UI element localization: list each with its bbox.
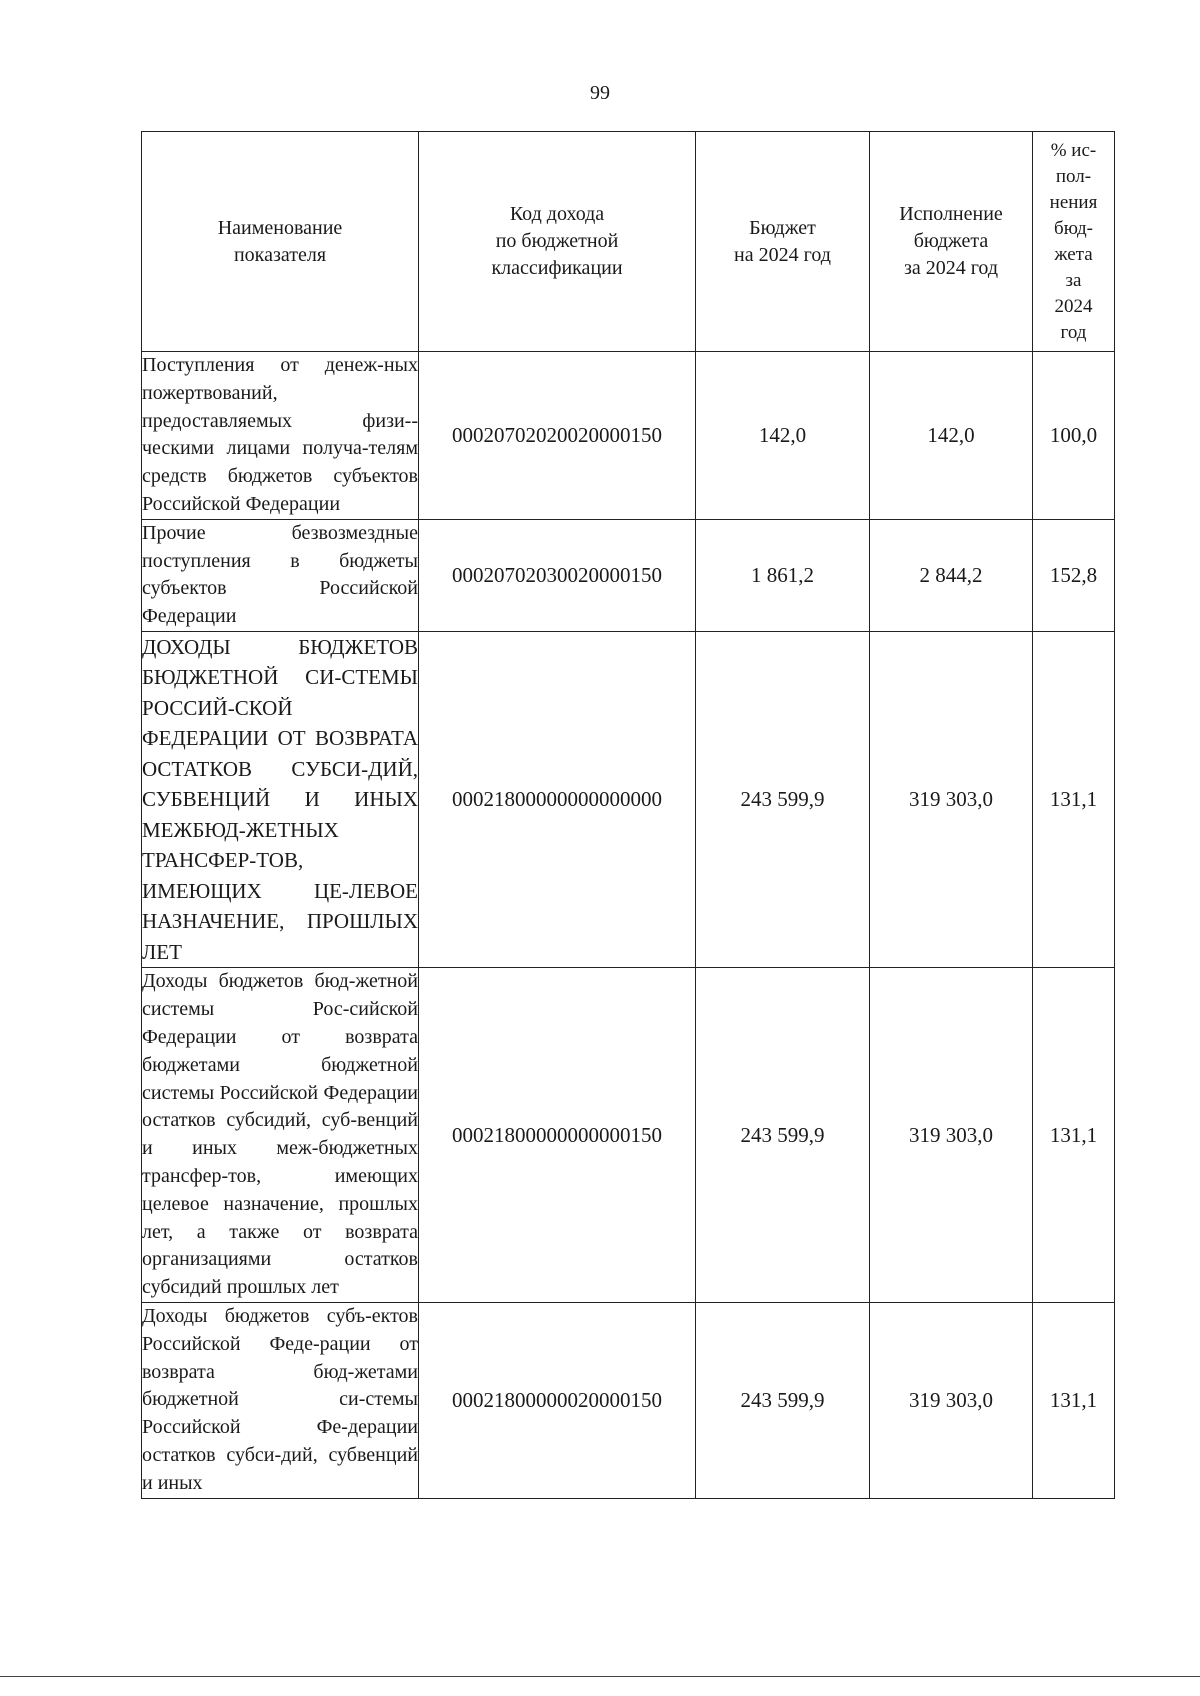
row-name: Прочие безвозмездные поступления в бюджеты субъектов Российской Федерации xyxy=(142,519,419,631)
header-budget: Бюджет на 2024 год xyxy=(696,132,870,352)
footer-rule xyxy=(0,1676,1200,1677)
table-row xyxy=(142,631,1115,968)
row-code: 00021800000020000150 xyxy=(419,1303,696,1499)
row-code: 00021800000000000150 xyxy=(419,968,696,1303)
row-execution: 319 303,0 xyxy=(870,631,1033,968)
table-row xyxy=(142,352,1115,520)
row-execution: 2 844,2 xyxy=(870,519,1033,631)
header-execution: Исполнение бюджета за 2024 год xyxy=(870,132,1033,352)
row-percent: 131,1 xyxy=(1033,631,1115,968)
row-budget: 243 599,9 xyxy=(696,968,870,1303)
row-budget: 1 861,2 xyxy=(696,519,870,631)
row-percent: 131,1 xyxy=(1033,1303,1115,1499)
table-row xyxy=(142,968,1115,1303)
page-number: 99 xyxy=(590,82,610,104)
row-name: Доходы бюджетов бюд-жетной системы Рос-сийской Федерации от возврата бюджетами бюджетной системы Российской Федерации остатков субсидий, суб-венций и иных меж-бюджетных трансфер-тов, имеющих целевое назначение, прошлых лет, а также от возврата организациями остатков субсидий прошлых лет xyxy=(142,968,419,1303)
header-code: Код дохода по бюджетной классификации xyxy=(419,132,696,352)
row-percent: 100,0 xyxy=(1033,352,1115,520)
row-budget: 243 599,9 xyxy=(696,1303,870,1499)
row-name: Доходы бюджетов субъ-ектов Российской Феде-рации от возврата бюд-жетами бюджетной си-стемы Российской Фе-дерации остатков субси-дий, субвенций и иных xyxy=(142,1303,419,1499)
row-budget: 243 599,9 xyxy=(696,631,870,968)
row-percent: 131,1 xyxy=(1033,968,1115,1303)
row-name: Поступления от денеж-ных пожертвований, предоставляемых физи-ческими лицами получа-телям средств бюджетов субъектов Российской Федерации xyxy=(142,352,419,520)
table-row xyxy=(142,519,1115,631)
table-header-row xyxy=(142,132,1115,352)
row-execution: 319 303,0 xyxy=(870,968,1033,1303)
row-code: 00020702020020000150 xyxy=(419,352,696,520)
table-row xyxy=(142,1303,1115,1499)
row-code: 00021800000000000000 xyxy=(419,631,696,968)
row-code: 00020702030020000150 xyxy=(419,519,696,631)
income-table xyxy=(141,131,1115,1499)
row-budget: 142,0 xyxy=(696,352,870,520)
row-execution: 319 303,0 xyxy=(870,1303,1033,1499)
row-name: ДОХОДЫ БЮДЖЕТОВ БЮДЖЕТНОЙ СИ-СТЕМЫ РОССИЙ-СКОЙ ФЕДЕРАЦИИ ОТ ВОЗВРАТА ОСТАТКОВ СУБСИ-ДИЙ, СУБВЕНЦИЙ И ИНЫХ МЕЖБЮД-ЖЕТНЫХ ТРАНСФЕР-ТОВ, ИМЕЮЩИХ ЦЕ-ЛЕВОЕ НАЗНАЧЕНИЕ, ПРОШЛЫХ ЛЕТ xyxy=(142,631,419,968)
header-percent: % ис- пол- нения бюд- жета за 2024 год xyxy=(1033,132,1115,352)
row-execution: 142,0 xyxy=(870,352,1033,520)
row-percent: 152,8 xyxy=(1033,519,1115,631)
header-name: Наименование показателя xyxy=(142,132,419,352)
